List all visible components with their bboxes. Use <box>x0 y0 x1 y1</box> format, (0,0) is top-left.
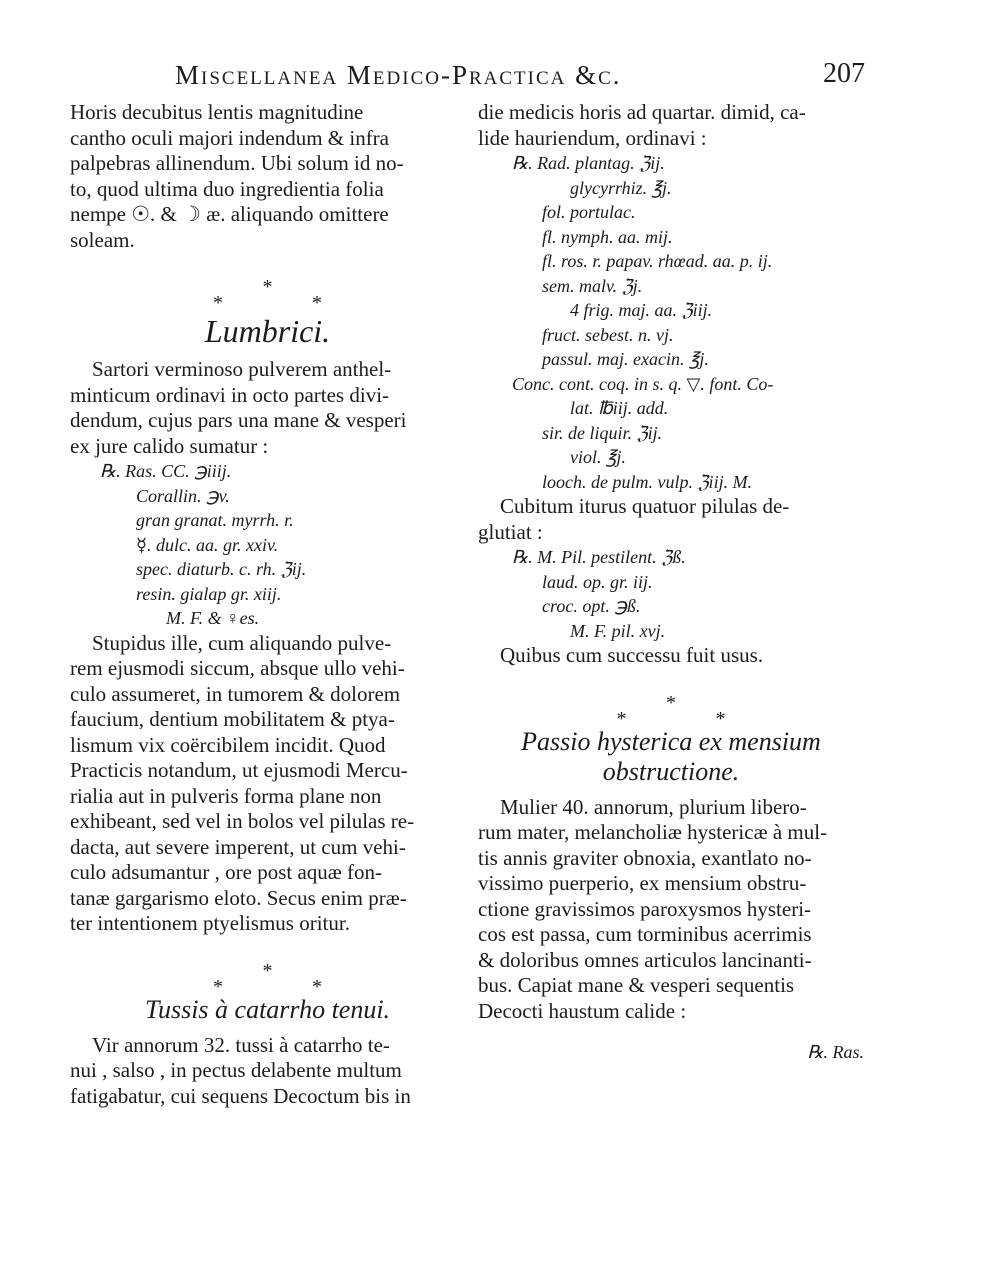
heading-line: obstructione. <box>602 756 740 786</box>
prescription-line: resin. gialap gr. xiij. <box>136 583 282 604</box>
prescription-decoction <box>478 151 864 494</box>
text-line: minticum ordinavi in octo partes divi- <box>70 382 390 407</box>
text-line: dacta, aut severe imperent, ut cum vehi- <box>70 834 406 859</box>
text-line: faucium, dentium mobilitatem & ptya- <box>70 707 395 731</box>
asterism-bottom: * * <box>616 707 768 730</box>
prescription-line: glycyrrhiz. ℥j. <box>570 177 672 198</box>
text-line: Stupidus ille, cum aliquando pulve- <box>92 630 392 655</box>
prescription-lumbrici <box>70 459 465 631</box>
text-line: cos est passa, cum torminibus acerrimis <box>478 922 812 946</box>
text-line: & doloribus omnes articulos lancinanti- <box>478 947 812 972</box>
text-line: lismum vix coërcibilem incidit. Quod <box>70 732 386 757</box>
lumbrici-paragraph <box>70 357 465 459</box>
mulier-paragraph <box>478 795 864 1025</box>
text-line: Horis decubitus lentis magnitudine <box>70 100 364 124</box>
text-line: lide hauriendum, ordinavi : <box>478 125 707 150</box>
text-line: Quibus cum successu fuit usus. <box>500 643 764 667</box>
text-line: tanæ gargarismo eloto. Secus enim præ- <box>70 885 407 910</box>
text-line: Practicis notandum, ut ejusmodi Mercu- <box>70 758 408 782</box>
right-column <box>478 100 864 1065</box>
text-line: bus. Capiat mane & vesperi sequentis <box>478 973 795 997</box>
page-header <box>175 56 865 96</box>
cubitum-paragraph <box>478 494 864 545</box>
text-line: ter intentionem ptyelismus oritur. <box>70 911 350 935</box>
asterism-divider <box>70 276 465 314</box>
prescription-line: viol. ℥j. <box>570 447 626 467</box>
text-line: dendum, cujus pars una mane & vesperi <box>70 408 407 432</box>
prescription-line: lat. ℔iij. add. <box>570 398 669 418</box>
prescription-line: spec. diaturb. c. rh. ℨij. <box>136 559 307 579</box>
asterism-divider <box>478 691 864 730</box>
text-line: culo adsumantur , ore post aquæ fon- <box>70 860 383 884</box>
prescription-line: ℞. Ras. CC. ℈iiij. <box>100 461 232 481</box>
text-line: rem ejusmodi siccum, absque ullo vehi- <box>70 656 405 680</box>
tussis-paragraph <box>70 1033 465 1110</box>
text-line: nui , salso , in pectus delabente multum <box>70 1058 402 1082</box>
section-heading-passio <box>478 727 864 787</box>
left-column <box>70 100 465 1109</box>
text-line: to, quod ultima duo ingredientia folia <box>70 176 384 201</box>
asterism-top: * <box>666 691 676 714</box>
text-line: Sartori verminoso pulverem anthel- <box>92 357 392 381</box>
section-heading-tussis: Tussis à catarrho tenui. <box>144 994 391 1024</box>
right-intro-paragraph <box>478 100 864 151</box>
text-line: rum mater, melancholiæ hystericæ à mul- <box>478 820 828 844</box>
prescription-line: passul. maj. exacin. ℥j. <box>542 349 709 369</box>
text-line: ctione gravissimos paroxysmos hysteri- <box>478 896 812 921</box>
prescription-line: M. F. & ♀es. <box>166 608 260 628</box>
text-line: cantho oculi majori indendum & infra <box>70 125 389 150</box>
text-line: tis annis graviter obnoxia, exantlato no- <box>478 845 812 870</box>
prescription-line: sem. malv. ℨj. <box>542 275 643 296</box>
asterism-top: * <box>262 959 273 982</box>
text-line: Mulier 40. annorum, plurium libero- <box>500 794 807 819</box>
prescription-line: croc. opt. ℈ß. <box>542 596 641 616</box>
prescription-line: 4 frig. maj. aa. ℨiij. <box>570 300 713 320</box>
asterism-top: * <box>262 276 273 298</box>
prescription-line: Corallin. ℈v. <box>136 485 230 506</box>
prescription-line: ℞. M. Pil. pestilent. ℨß. <box>512 547 686 567</box>
asterism-divider <box>70 959 465 998</box>
text-line: Vir annorum 32. tussi à catarrho te- <box>92 1032 390 1057</box>
prescription-line: gran granat. myrrh. r. <box>136 510 294 530</box>
text-line: rialia aut in pulveris forma plane non <box>70 783 382 808</box>
text-line: soleam. <box>70 227 135 252</box>
prescription-line: sir. de liquir. ℨij. <box>542 422 663 443</box>
prescription-line: fruct. sebest. n. vj. <box>542 324 674 345</box>
prescription-line: looch. de pulm. vulp. ℨiij. M. <box>542 471 753 492</box>
stupidus-paragraph <box>70 631 465 937</box>
page-number: 207 <box>823 58 865 89</box>
running-title: Miscellanea Medico-Practica &c. <box>175 60 622 90</box>
text-line: palpebras allinendum. Ubi solum id no- <box>70 151 404 175</box>
prescription-line: fl. nymph. aa. mij. <box>542 226 673 247</box>
text-line: Decocti haustum calide : <box>478 998 687 1023</box>
left-intro-paragraph <box>70 100 465 253</box>
quibus-paragraph <box>478 643 864 669</box>
prescription-line: laud. op. gr. iij. <box>542 571 653 592</box>
prescription-line: Conc. cont. coq. in s. q. ▽. font. Co- <box>512 373 774 394</box>
prescription-line: M. F. pil. xvj. <box>570 620 666 641</box>
asterism-bottom: * * <box>213 975 364 998</box>
text-line: glutiat : <box>478 519 543 544</box>
text-line: exhibeant, sed vel in bolos vel pilulas re- <box>70 809 415 833</box>
prescription-line: fol. portulac. <box>542 202 636 222</box>
section-heading-lumbrici: Lumbrici. <box>204 313 331 349</box>
text-line: culo assumeret, in tumorem & dolorem <box>70 681 401 706</box>
text-line: die medicis horis ad quartar. dimid, ca- <box>478 100 806 124</box>
text-line: nempe ☉. & ☽ æ. aliquando omittere <box>70 202 389 226</box>
prescription-line: ☿. dulc. aa. gr. xxiv. <box>136 534 279 555</box>
text-line: ex jure calido sumatur : <box>70 433 269 458</box>
prescription-pills <box>478 545 864 643</box>
prescription-line: fl. ros. r. papav. rhœad. aa. p. ij. <box>542 251 773 271</box>
text-line: vissimo puerperio, ex mensium obstru- <box>478 871 807 895</box>
text-line: fatigabatur, cui sequens Decoctum bis in <box>70 1083 411 1108</box>
heading-line: Passio hysterica ex mensium <box>521 726 821 756</box>
prescription-line: ℞. Rad. plantag. ℨij. <box>512 153 665 173</box>
catchword <box>478 1040 864 1065</box>
catchword-text: ℞. Ras. <box>807 1042 864 1062</box>
text-line: Cubitum iturus quatuor pilulas de- <box>500 494 790 518</box>
asterism-bottom: * * <box>213 292 364 314</box>
